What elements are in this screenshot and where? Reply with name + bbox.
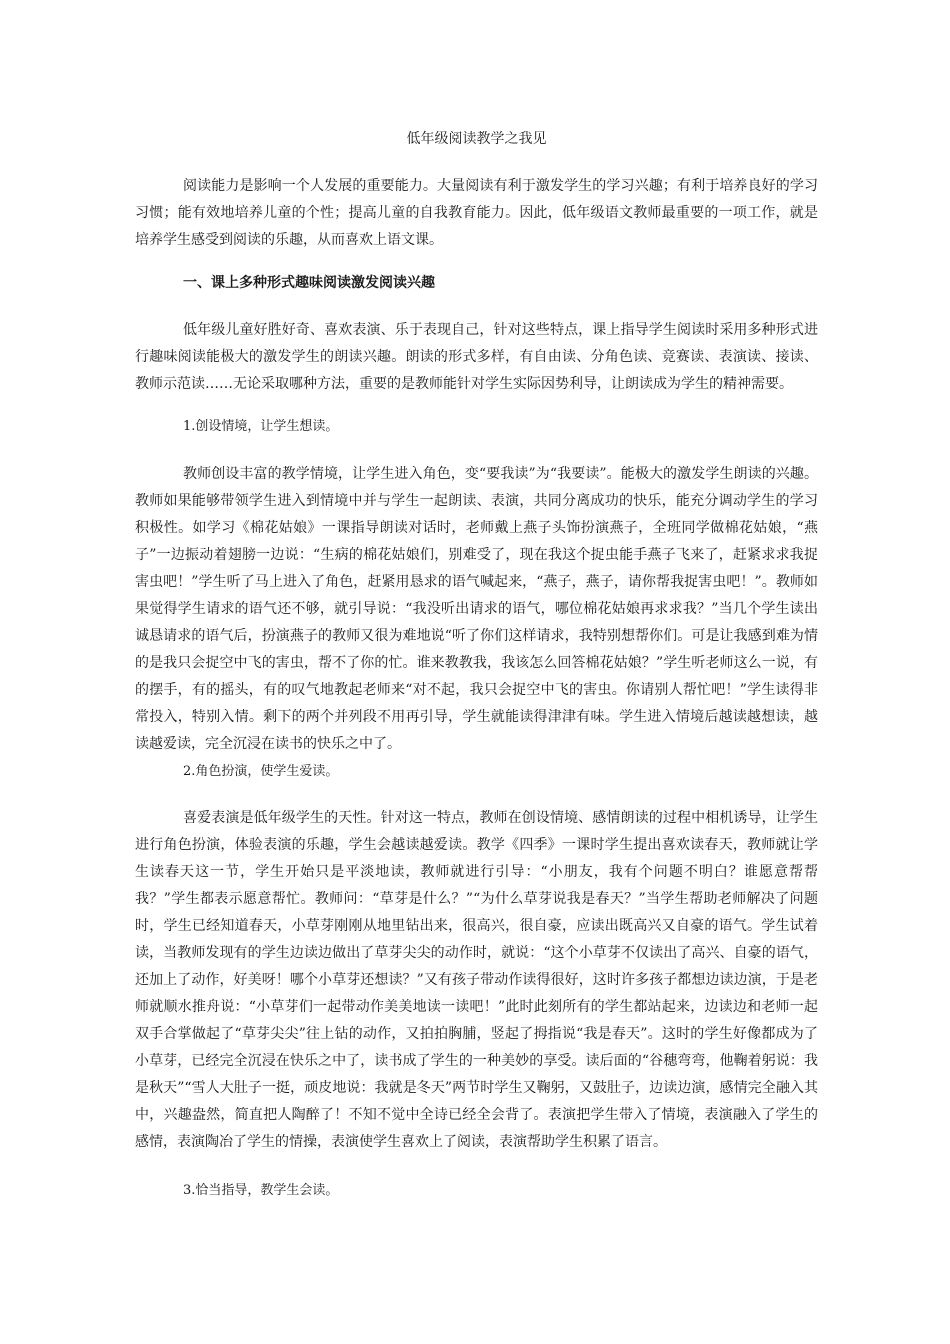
intro-paragraph: 阅读能力是影响一个人发展的重要能力。大量阅读有利于激发学生的学习兴趣；有利于培养良好的学习习惯；能有效地培养儿童的个性；提高儿童的自我教育能力。因此，低年级语文教师最重要的一项工作，就是培养学生感受到阅读的乐趣，从而喜欢上语文课。: [135, 178, 818, 248]
sub1-heading: 1.创设情境，让学生想读。: [183, 419, 339, 434]
sub1-paragraph: 教师创设丰富的教学情境，让学生进入角色，变“要我读”为“我要读”。能极大的激发学生朗读的兴趣。教师如果能够带领学生进入到情境中并与学生一起朗读、表演，共同分离成功的快乐，能充分调动学生的学习积极性。如学习《棉花姑娘》一课指导朗读对话时，老师戴上燕子头饰扮演燕子，全班同学做棉花姑娘，“燕子”一边振动着翅膀一边说：“生病的棉花姑娘们，别难受了，现在我这个捉虫能手燕子飞来了，赶紧求求我捉害虫吧！”学生听了马上进入了角色，赶紧用恳求的语气喊起来，“燕子，燕子，请你帮我捉害虫吧！”。教师如果觉得学生请求的语气还不够，就引导说：“我没听出请求的语气，哪位棉花姑娘再求求我？”当几个学生读出诚恳请求的语气后，扮演燕子的教师又很为难地说“听了你们这样请求，我特别想帮你们。可是让我感到难为情的是我只会捉空中飞的害虫，帮不了你的忙。谁来教教我，我该怎么回答棉花姑娘？”学生听老师这么一说，有的摆手，有的摇头，有的叹气地教起老师来“对不起，我只会捉空中飞的害虫。你请别人帮忙吧！”学生读得非常投入，特别入情。剩下的两个并列段不用再引导，学生就能读得津津有味。学生进入情境后越读越想读，越读越爱读，完全沉浸在读书的快乐之中了。: [135, 466, 818, 752]
sub2-heading: 2.角色扮演，使学生爱读。: [183, 764, 339, 779]
sub2-paragraph: 喜爱表演是低年级学生的天性。针对这一特点，教师在创设情境、感情朗读的过程中相机诱导，让学生进行角色扮演，体验表演的乐趣，学生会越读越爱读。教学《四季》一课时学生提出喜欢读春天，教师就让学生读春天这一节，学生开始只是平淡地读，教师就进行引导：“小朋友，我有个问题不明白？谁愿意帮帮我？”学生都表示愿意帮忙。教师问：“草芽是什么？”“为什么草芽说我是春天？”当学生帮助老师解决了问题时，学生已经知道春天，小草芽刚刚从地里钻出来，很高兴，很自豪，应读出既高兴又自豪的语气。学生试着读，当教师发现有的学生边读边做出了草芽尖尖的动作时，就说：“这个小草芽不仅读出了高兴、自豪的语气，还加上了动作，好美呀！哪个小草芽还想读？”又有孩子带动作读得很好，这时许多孩子都想边读边演，于是老师就顺水推舟说：“小草芽们一起带动作美美地读一读吧！”此时此刻所有的学生都站起来，边读边和老师一起双手合掌做起了“草芽尖尖”往上钻的动作，又拍拍胸脯，竖起了拇指说“我是春天”。这时的学生好像都成为了小草芽，已经完全沉浸在快乐之中了，读书成了学生的一种美妙的享受。读后面的“谷穗弯弯，他鞠着躬说：我是秋天”“雪人大肚子一挺，顽皮地说：我就是冬天”两节时学生又鞠躬，又鼓肚子，边读边演，感情完全融入其中，兴趣盎然，简直把人陶醉了！不知不觉中全诗已经全会背了。表演把学生带入了情境，表演融入了学生的感情，表演陶冶了学生的情操，表演使学生喜欢上了阅读，表演帮助学生积累了语言。: [135, 810, 818, 1150]
document-title: 低年级阅读教学之我见: [406, 131, 547, 147]
section1-paragraph: 低年级儿童好胜好奇、喜欢表演、乐于表现自己，针对这些特点，课上指导学生阅读时采用多种形式进行趣味阅读能极大的激发学生的朗读兴趣。朗读的形式多样，有自由读、分角色读、竞赛读、表演读、接读、教师示范读……无论采取哪种方法，重要的是教师能针对学生实际因势利导，让朗读成为学生的精神需要。: [135, 322, 818, 392]
section1-heading: 一、课上多种形式趣味阅读激发阅读兴趣: [183, 275, 435, 291]
sub3-heading: 3.恰当指导，教学生会读。: [183, 1183, 339, 1198]
